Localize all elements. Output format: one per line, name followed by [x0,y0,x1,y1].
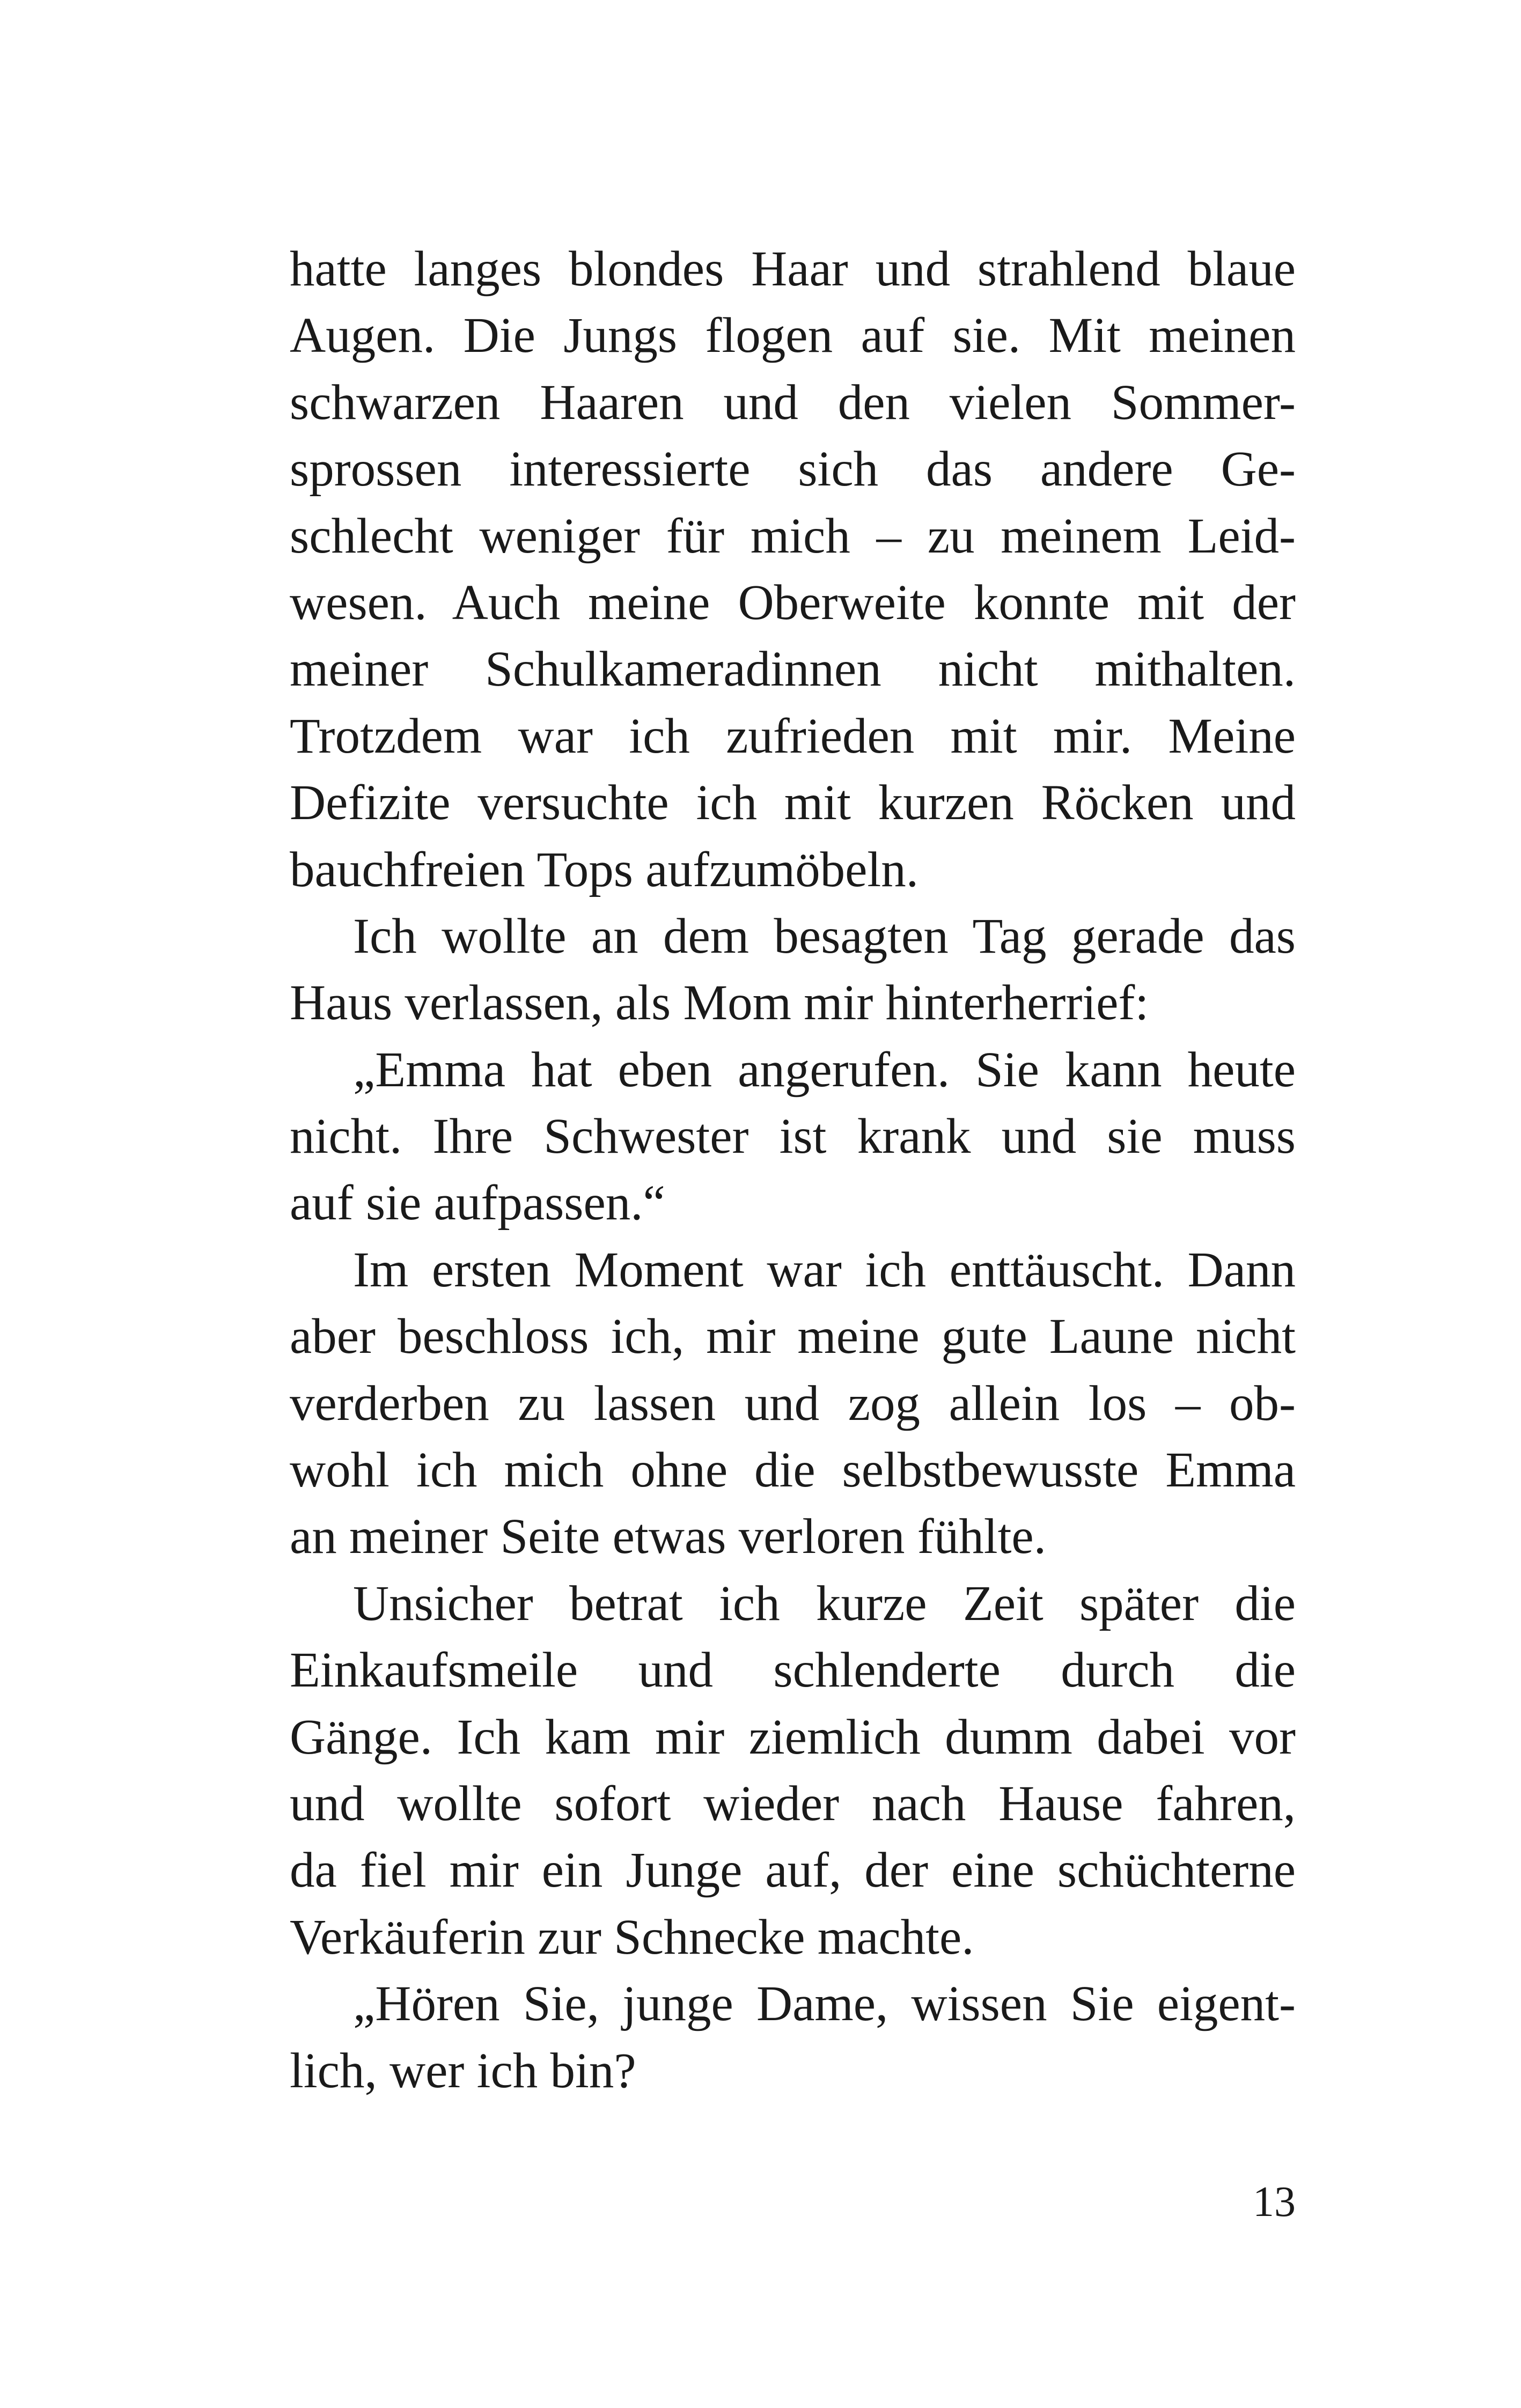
text-line: schwarzen Haaren und den vielen Sommer- [290,374,1296,430]
body-text [290,236,1296,2104]
text-line: wohl ich mich ohne die selbstbewusste Emma [290,1442,1296,1498]
text-line: sprossen interessierte sich das andere Ge- [290,441,1296,497]
text-line: Einkaufsmeile und schlenderte durch die [290,1643,1296,1698]
text-line: und wollte sofort wieder nach Hause fahren, [290,1776,1296,1831]
text-line: nicht. Ihre Schwester ist krank und sie muss [290,1109,1296,1165]
text-line: Defizite versuchte ich mit kurzen Röcken und [290,775,1296,831]
text-line: Im ersten Moment war ich enttäuscht. Dann [353,1242,1296,1298]
text-line: Augen. Die Jungs flogen auf sie. Mit meinen [290,308,1296,364]
text-line: „Hören Sie, junge Dame, wissen Sie eigent- [353,1976,1296,2032]
page-number: 13 [1253,2178,1296,2226]
text-line: lich, wer ich bin? [290,2043,636,2098]
text-line: meiner Schulkameradinnen nicht mithalten. [290,642,1296,697]
text-line: Gänge. Ich kam mir ziemlich dumm dabei vor [290,1709,1296,1765]
text-line: an meiner Seite etwas verloren fühlte. [290,1509,1046,1565]
text-line: Trotzdem war ich zufrieden mit mir. Meine [290,708,1296,764]
text-line: aber beschloss ich, mir meine gute Laune nicht [290,1309,1296,1365]
text-line: auf sie aufpassen.“ [290,1175,665,1231]
text-line: Verkäuferin zur Schnecke machte. [290,1909,974,1965]
text-line: verderben zu lassen und zog allein los – ob- [290,1375,1296,1431]
text-line: Unsicher betrat ich kurze Zeit später die [353,1575,1296,1631]
text-line: wesen. Auch meine Oberweite konnte mit der [290,575,1296,630]
text-line: Haus verlassen, als Mom mir hinterherrief: [290,975,1149,1031]
text-line: Ich wollte an dem besagten Tag gerade das [353,908,1296,964]
text-line: „Emma hat eben angerufen. Sie kann heute [353,1042,1296,1098]
text-line: da fiel mir ein Junge auf, der eine schüchterne [290,1843,1296,1898]
text-line: bauchfreien Tops aufzumöbeln. [290,842,919,897]
text-line: schlecht weniger für mich – zu meinem Leid- [290,508,1296,564]
text-line: hatte langes blondes Haar und strahlend blaue [290,241,1296,297]
